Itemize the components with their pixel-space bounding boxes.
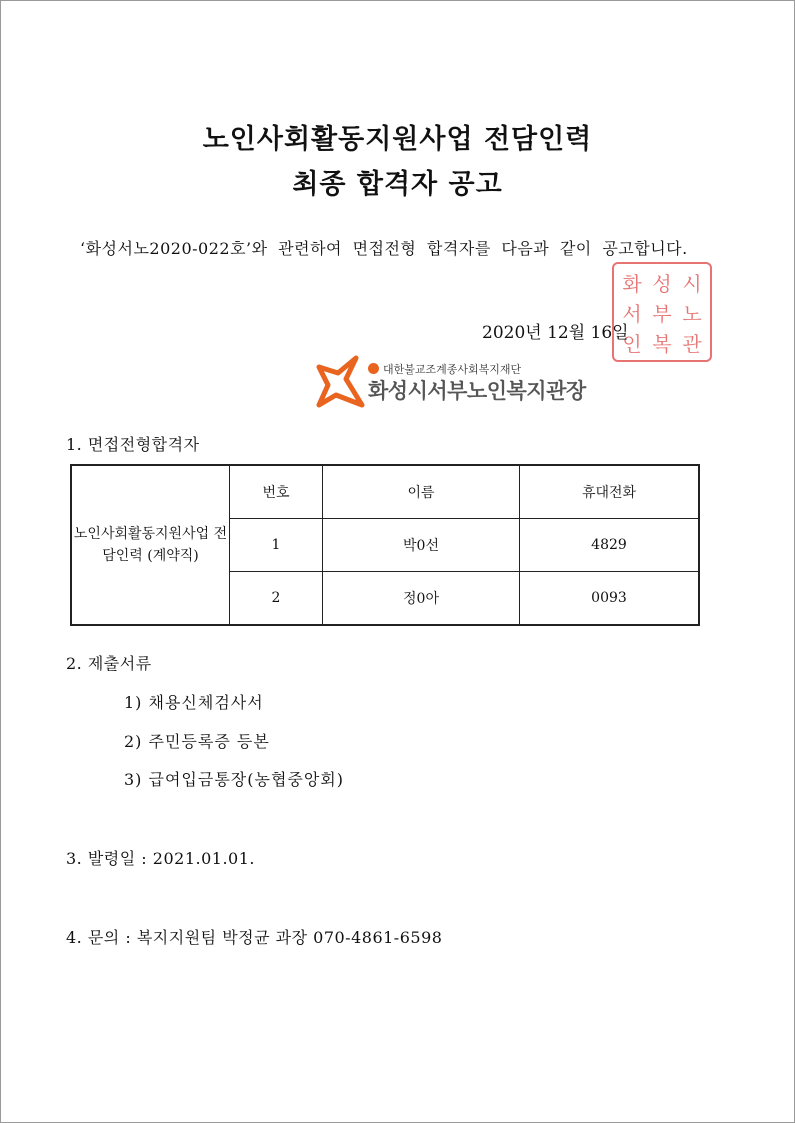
stamp-char: 시 bbox=[682, 271, 702, 296]
document-item: 3) 급여입금통장(농협중앙회) bbox=[124, 770, 345, 789]
foundation-name: 대한불교조계종사회복지재단 bbox=[368, 361, 521, 377]
section1-heading: 1. 면접전형합격자 bbox=[66, 435, 200, 454]
cell-phone: 4829 bbox=[520, 519, 700, 572]
stamp-char: 복 bbox=[652, 331, 672, 356]
cell-phone: 0093 bbox=[520, 572, 700, 626]
organization-name: 화성시서부노인복지관장 bbox=[368, 379, 586, 403]
official-seal-stamp bbox=[612, 262, 712, 362]
intro-paragraph: ‘화성서노2020-022호’와 관련하여 면접전형 합격자를 다음과 같이 공고합니다. bbox=[80, 239, 688, 258]
document-item: 2) 주민등록증 등본 bbox=[124, 732, 270, 751]
results-table bbox=[70, 464, 700, 626]
document-subtitle: 최종 합격자 공고 bbox=[292, 169, 503, 200]
contact-info: 4. 문의 : 복지지원팀 박정균 과장 070-4861-6598 bbox=[66, 928, 443, 947]
appointment-date: 3. 발령일 : 2021.01.01. bbox=[66, 849, 255, 868]
stamp-char: 성 bbox=[652, 271, 672, 296]
column-header-phone: 휴대전화 bbox=[520, 465, 700, 519]
table-header-row bbox=[71, 465, 699, 519]
stamp-char: 부 bbox=[652, 301, 672, 326]
organization-logo bbox=[316, 355, 586, 415]
announcement-date: 2020년 12월 16일 bbox=[482, 323, 629, 343]
stamp-char: 서 bbox=[622, 301, 642, 326]
stamp-char: 화 bbox=[622, 271, 642, 296]
cell-number: 2 bbox=[230, 572, 323, 626]
stamp-char: 인 bbox=[622, 331, 642, 356]
document-title: 노인사회활동지원사업 전담인력 bbox=[202, 124, 593, 155]
position-category: 노인사회활동지원사업 전담인력 (계약직) bbox=[71, 465, 230, 625]
stamp-char: 관 bbox=[682, 331, 702, 356]
cell-name: 박0선 bbox=[323, 519, 520, 572]
document-item: 1) 채용신체검사서 bbox=[124, 693, 264, 712]
column-header-name: 이름 bbox=[323, 465, 520, 519]
section2-heading: 2. 제출서류 bbox=[66, 654, 152, 673]
foundation-emblem-icon bbox=[368, 363, 379, 374]
column-header-number: 번호 bbox=[230, 465, 323, 519]
cell-name: 정0아 bbox=[323, 572, 520, 626]
cell-number: 1 bbox=[230, 519, 323, 572]
stamp-char: 노 bbox=[682, 301, 702, 326]
star-logo-icon bbox=[316, 355, 366, 411]
